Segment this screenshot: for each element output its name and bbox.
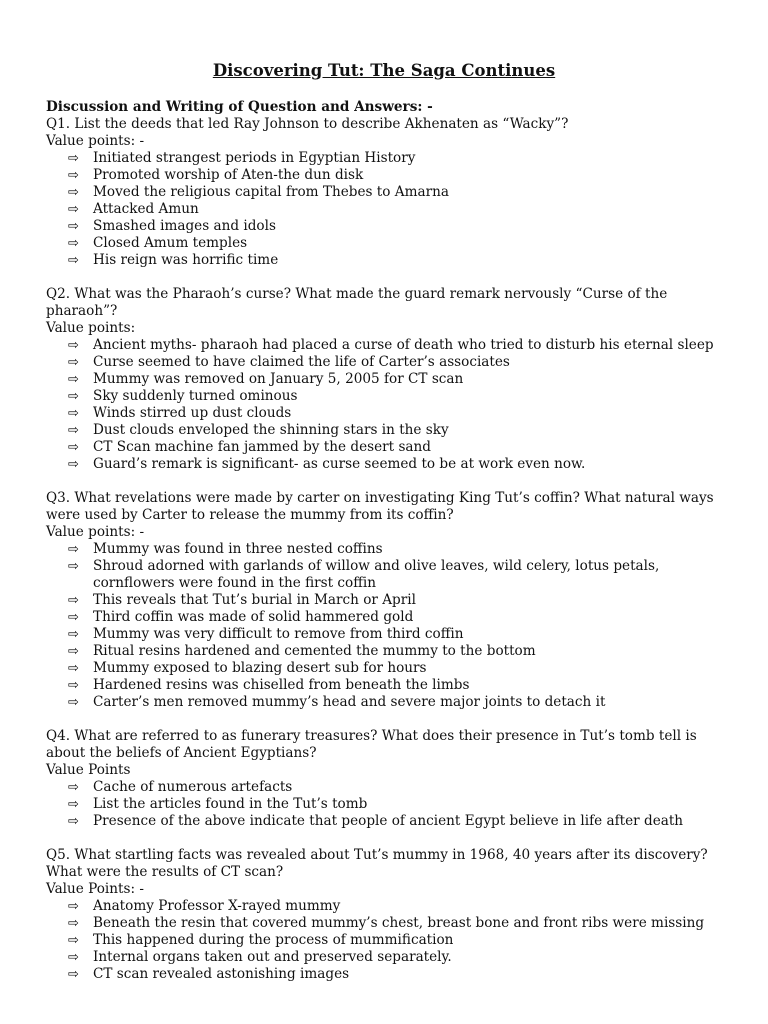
right-arrow-icon: ⇨ <box>68 559 79 574</box>
list-item <box>46 796 736 813</box>
list-item-text: This reveals that Tut’s burial in March or April <box>93 592 416 608</box>
right-arrow-icon: ⇨ <box>68 627 79 642</box>
right-arrow-icon: ⇨ <box>68 151 79 166</box>
list-item-text: Winds stirred up dust clouds <box>93 405 292 421</box>
right-arrow-icon: ⇨ <box>68 202 79 217</box>
right-arrow-icon: ⇨ <box>68 389 79 404</box>
list-item <box>46 966 736 983</box>
list-item-text: Beneath the resin that covered mummy’s chest, breast bone and front ribs were missing <box>93 915 705 931</box>
list-item-text: Mummy was removed on January 5, 2005 for CT scan <box>93 371 464 387</box>
right-arrow-icon: ⇨ <box>68 797 79 812</box>
right-arrow-icon: ⇨ <box>68 644 79 659</box>
value-points-list <box>46 150 736 269</box>
right-arrow-icon: ⇨ <box>68 678 79 693</box>
value-points-label: Value Points <box>46 762 131 778</box>
list-item-text: His reign was horrific time <box>93 252 279 268</box>
right-arrow-icon: ⇨ <box>68 933 79 948</box>
list-item-text: Mummy was found in three nested coffins <box>93 541 383 557</box>
list-item <box>46 201 736 218</box>
question-text: Q3. What revelations were made by carter on investigating King Tut’s coffin? What natural ways were used by Carter to release the mummy from its coffin? <box>46 490 714 523</box>
list-item-text: CT Scan machine fan jammed by the desert sand <box>93 439 431 455</box>
list-item-text: This happened during the process of mummification <box>93 932 454 948</box>
list-item <box>46 660 736 677</box>
right-arrow-icon: ⇨ <box>68 406 79 421</box>
section-spacer <box>46 473 736 490</box>
list-item <box>46 813 736 830</box>
document-title: Discovering Tut: The Saga Continues <box>212 61 556 80</box>
right-arrow-icon: ⇨ <box>68 355 79 370</box>
list-item <box>46 150 736 167</box>
list-item-text: Ancient myths- pharaoh had placed a curse of death who tried to disturb his eternal sleep <box>93 337 714 353</box>
list-item-text: Smashed images and idols <box>93 218 276 234</box>
list-item <box>46 541 736 558</box>
list-item <box>46 422 736 439</box>
list-item <box>46 439 736 456</box>
question-text: Q1. List the deeds that led Ray Johnson to describe Akhenaten as “Wacky”? <box>46 116 569 132</box>
list-item <box>46 405 736 422</box>
right-arrow-icon: ⇨ <box>68 372 79 387</box>
right-arrow-icon: ⇨ <box>68 185 79 200</box>
list-item-text: Carter’s men removed mummy’s head and severe major joints to detach it <box>93 694 606 710</box>
right-arrow-icon: ⇨ <box>68 219 79 234</box>
list-item <box>46 779 736 796</box>
right-arrow-icon: ⇨ <box>68 168 79 183</box>
question-text: Q4. What are referred to as funerary treasures? What does their presence in Tut’s tomb tell is about the beliefs of Ancient Egyptians? <box>46 728 697 761</box>
list-item <box>46 337 736 354</box>
list-item <box>46 371 736 388</box>
list-item <box>46 949 736 966</box>
right-arrow-icon: ⇨ <box>68 610 79 625</box>
right-arrow-icon: ⇨ <box>68 457 79 472</box>
list-item-text: Curse seemed to have claimed the life of Carter’s associates <box>93 354 510 370</box>
list-item <box>46 915 736 932</box>
right-arrow-icon: ⇨ <box>68 440 79 455</box>
list-item-text: Anatomy Professor X-rayed mummy <box>93 898 341 914</box>
value-points-list <box>46 541 736 711</box>
right-arrow-icon: ⇨ <box>68 593 79 608</box>
list-item <box>46 643 736 660</box>
right-arrow-icon: ⇨ <box>68 236 79 251</box>
section-spacer <box>46 269 736 286</box>
right-arrow-icon: ⇨ <box>68 967 79 982</box>
list-item <box>46 218 736 235</box>
list-item-text: Moved the religious capital from Thebes to Amarna <box>93 184 449 200</box>
right-arrow-icon: ⇨ <box>68 423 79 438</box>
section-heading: Discussion and Writing of Question and Answers: - <box>46 99 433 115</box>
list-item-text: Initiated strangest periods in Egyptian History <box>93 150 416 166</box>
right-arrow-icon: ⇨ <box>68 542 79 557</box>
list-item <box>46 388 736 405</box>
list-item <box>46 609 736 626</box>
list-item <box>46 626 736 643</box>
right-arrow-icon: ⇨ <box>68 916 79 931</box>
list-item-text: Guard’s remark is significant- as curse seemed to be at work even now. <box>93 456 586 472</box>
list-item-text: Third coffin was made of solid hammered gold <box>93 609 414 625</box>
right-arrow-icon: ⇨ <box>68 950 79 965</box>
right-arrow-icon: ⇨ <box>68 780 79 795</box>
value-points-list <box>46 898 736 983</box>
section-spacer <box>46 711 736 728</box>
list-item-text: Cache of numerous artefacts <box>93 779 293 795</box>
list-item-text: Shroud adorned with garlands of willow and olive leaves, wild celery, lotus petals, cornflowers were found in the first coffin <box>93 558 660 591</box>
list-item-text: Sky suddenly turned ominous <box>93 388 298 404</box>
value-points-label: Value points: - <box>46 133 145 149</box>
list-item-text: Mummy was very difficult to remove from third coffin <box>93 626 464 642</box>
section-spacer <box>46 830 736 847</box>
list-item-text: Ritual resins hardened and cemented the mummy to the bottom <box>93 643 536 659</box>
list-item-text: List the articles found in the Tut’s tomb <box>93 796 368 812</box>
list-item <box>46 456 736 473</box>
right-arrow-icon: ⇨ <box>68 338 79 353</box>
right-arrow-icon: ⇨ <box>68 695 79 710</box>
list-item-text: Dust clouds enveloped the shinning stars in the sky <box>93 422 449 438</box>
list-item <box>46 354 736 371</box>
document-body <box>46 99 736 983</box>
value-points-label: Value points: <box>46 320 136 336</box>
question-text: Q2. What was the Pharaoh’s curse? What made the guard remark nervously “Curse of the pharaoh”? <box>46 286 668 319</box>
question-text: Q5. What startling facts was revealed about Tut’s mummy in 1968, 40 years after its discovery? What were the results of CT scan? <box>46 847 708 880</box>
value-points-list <box>46 779 736 830</box>
list-item-text: Promoted worship of Aten-the dun disk <box>93 167 364 183</box>
list-item <box>46 898 736 915</box>
right-arrow-icon: ⇨ <box>68 814 79 829</box>
list-item-text: Attacked Amun <box>93 201 199 217</box>
value-points-list <box>46 337 736 473</box>
list-item <box>46 252 736 269</box>
right-arrow-icon: ⇨ <box>68 899 79 914</box>
list-item <box>46 558 736 592</box>
list-item <box>46 184 736 201</box>
list-item-text: Presence of the above indicate that people of ancient Egypt believe in life after death <box>93 813 684 829</box>
list-item <box>46 677 736 694</box>
right-arrow-icon: ⇨ <box>68 661 79 676</box>
list-item <box>46 932 736 949</box>
list-item-text: Closed Amum temples <box>93 235 248 251</box>
list-item-text: CT scan revealed astonishing images <box>93 966 350 982</box>
value-points-label: Value Points: - <box>46 881 144 897</box>
list-item <box>46 592 736 609</box>
list-item <box>46 235 736 252</box>
list-item <box>46 694 736 711</box>
right-arrow-icon: ⇨ <box>68 253 79 268</box>
list-item <box>46 167 736 184</box>
value-points-label: Value points: - <box>46 524 145 540</box>
list-item-text: Hardened resins was chiselled from beneath the limbs <box>93 677 470 693</box>
list-item-text: Mummy exposed to blazing desert sub for hours <box>93 660 427 676</box>
list-item-text: Internal organs taken out and preserved separately. <box>93 949 452 965</box>
